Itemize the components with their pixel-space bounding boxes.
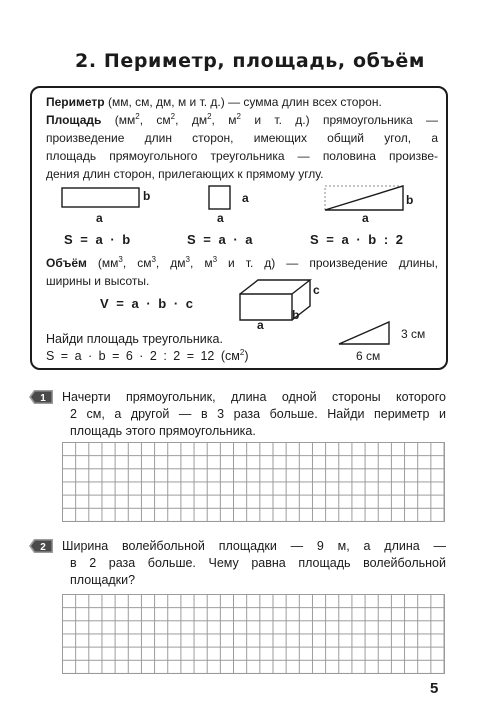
area-rule-line2: произведение длин сторон, имеющих общий угол, а: [46, 131, 438, 145]
volume-rule-line2: ширины и высоты.: [46, 274, 150, 288]
box-label-c: c: [313, 283, 320, 297]
area-rule-line4: дения длин сторон, прилегающих к прямому углу.: [46, 167, 324, 181]
perimeter-term: Периметр: [46, 95, 105, 109]
volume-term: Объём: [46, 256, 87, 270]
rectangle-figure: [62, 188, 139, 207]
task-2-line1: Ширина волейбольной площадки — 9 м, а длина —: [62, 539, 446, 553]
task-2-line2: в 2 раза больше. Чему равна площадь волейбольной: [70, 556, 446, 570]
square-figure: [209, 186, 230, 209]
formula-square: S = a · a: [187, 232, 253, 247]
task-1-number-badge: [29, 390, 53, 404]
task-1-number: 1: [40, 393, 46, 404]
area-term: Площадь: [46, 113, 102, 127]
perimeter-text: (мм, см, дм, м и т. д.) — сумма длин всех сторон.: [107, 95, 382, 109]
rect-label-b: b: [143, 189, 151, 203]
page-title: 2. Периметр, площадь, объём: [75, 50, 425, 72]
example-side-vertical: 3 см: [401, 327, 426, 341]
task-2-number-badge: [29, 539, 53, 553]
right-triangle-figure: [325, 186, 403, 210]
task-2-answer-grid[interactable]: [62, 594, 445, 674]
task-1-line2: 2 см, а другой — в 3 раза больше. Найди периметр и: [70, 407, 446, 421]
perimeter-rule: [46, 95, 438, 109]
example-side-horizontal: 6 см: [356, 349, 381, 363]
area-rule-line1: Площадь ($мм^2$, $см^2$, $дм^2$, $м^2$ и т. д.) прямоугольника —: [46, 112, 439, 127]
example-solution: S = a · b = 6 · 2 : 2 = 12 $(см^2)$: [46, 348, 249, 363]
triangle-label-b: b: [406, 193, 414, 207]
task-1-line3: площадь этого прямоугольника.: [70, 424, 256, 438]
task-1-line1: Начерти прямоугольник, длина одной стороны которого: [62, 390, 446, 404]
triangle-label-a: a: [362, 211, 369, 225]
formula-volume: V = a · b · c: [100, 296, 193, 311]
example-question: Найди площадь треугольника.: [46, 332, 223, 346]
example-triangle: [335, 316, 395, 348]
box-label-b: b: [292, 308, 300, 322]
page-number: 5: [430, 680, 439, 697]
area-rule-line3: площадь прямоугольного треугольника — половина произве-: [46, 149, 438, 163]
box-label-a: a: [257, 318, 264, 332]
square-label-a-right: a: [242, 191, 249, 205]
formula-rectangle: S = a · b: [64, 232, 131, 247]
task-2-number: 2: [40, 542, 46, 553]
volume-rule-line1: Объём ($мм^3$, $см^3$, $дм^3$, $м^3$ и т. д) — произведение длины,: [46, 255, 439, 270]
rect-label-a: a: [96, 211, 103, 225]
task-1-answer-grid[interactable]: [62, 442, 445, 522]
task-2-line3: площадки?: [70, 573, 136, 587]
box-figure: [230, 272, 320, 332]
square-label-a-bottom: a: [217, 211, 224, 225]
formula-triangle: S = a · b : 2: [310, 232, 403, 247]
